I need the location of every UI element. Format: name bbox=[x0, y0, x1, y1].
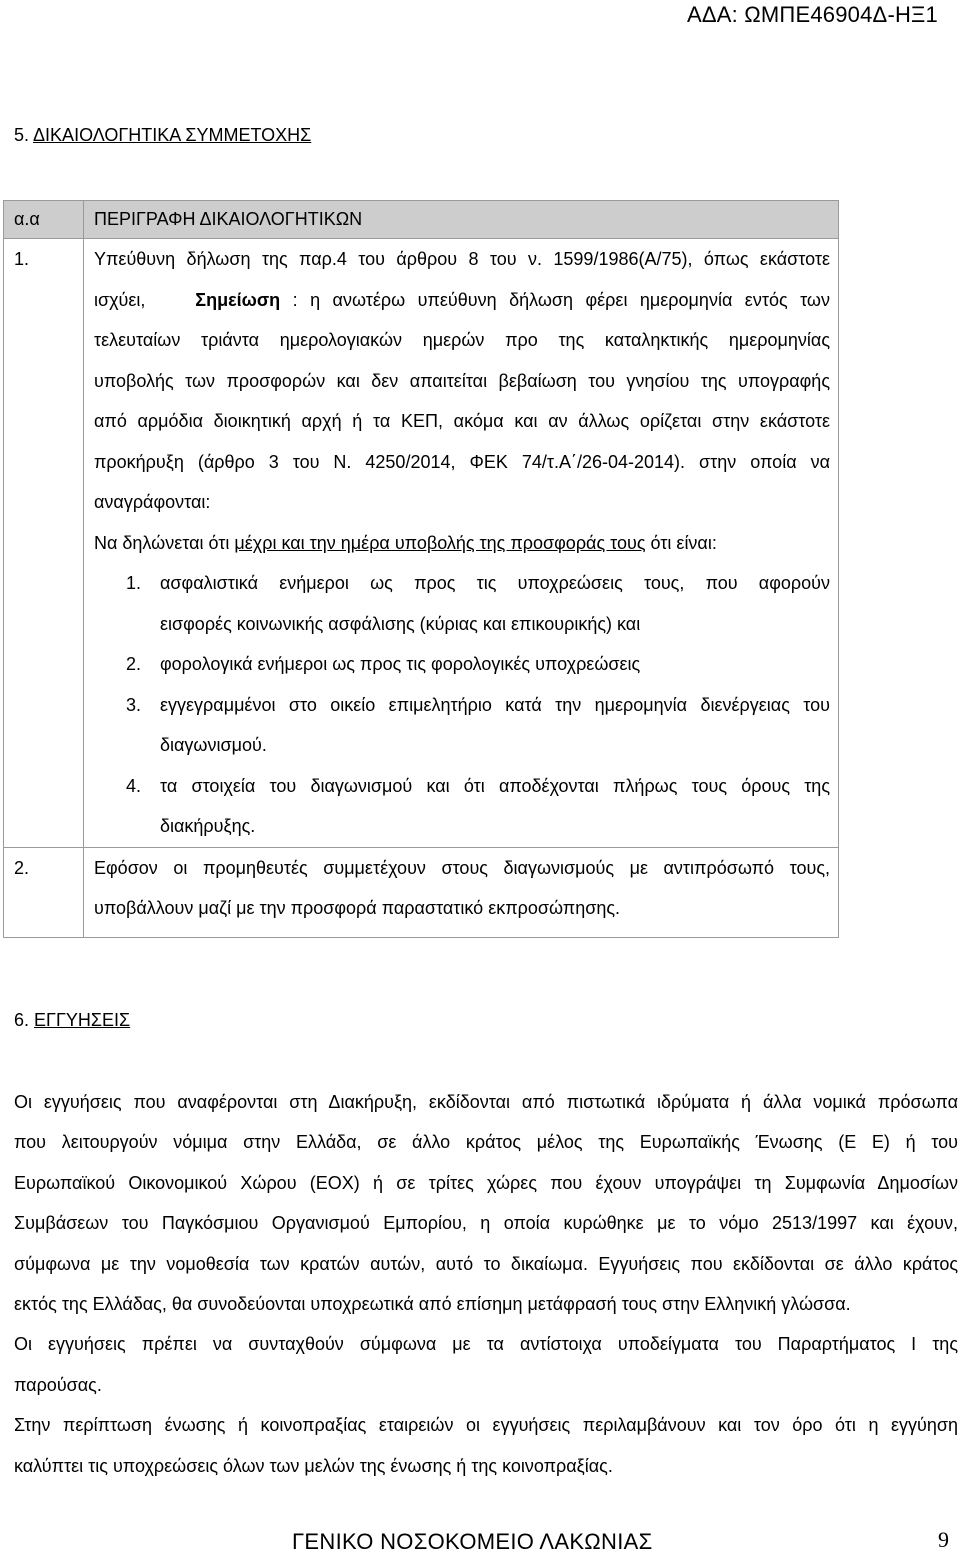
text-line: υποβολής των προσφορών και δεν απαιτείται βεβαίωση του γνησίου της υπογραφής bbox=[94, 370, 830, 391]
list-item: 4. τα στοιχεία του διαγωνισμού και ότι αποδέχονται πλήρως τους όρους της διακήρυξης. bbox=[126, 775, 830, 836]
note-text: : η ανωτέρω υπεύθυνη δήλωση φέρει ημερομηνία εντός των bbox=[292, 289, 830, 310]
section-5-title: ΔΙΚΑΙΟΛΟΓΗΤΙΚΑ ΣΥΜΜΕΤΟΧΗΣ bbox=[33, 125, 312, 145]
row-description bbox=[84, 847, 839, 937]
section-6-number: 6. bbox=[14, 1010, 30, 1030]
section-5-heading bbox=[14, 125, 311, 146]
note-label: Σημείωση bbox=[195, 289, 281, 310]
footer-organization: ΓΕΝΙΚΟ ΝΟΣΟΚΟΜΕΙΟ ΛΑΚΩΝΙΑΣ bbox=[292, 1529, 653, 1554]
documents-table bbox=[3, 200, 839, 938]
row-description bbox=[84, 239, 839, 848]
row-number: 1. bbox=[4, 239, 84, 848]
text-line: προκήρυξη (άρθρο 3 του Ν. 4250/2014, ΦΕΚ 74/τ.Α΄/26-04-2014). στην οποία να bbox=[94, 451, 830, 472]
text-line: αναγράφονται: bbox=[94, 492, 211, 512]
list-item: 3. εγγεγραμμένοι στο οικείο επιμελητήριο κατά την ημερομηνία διενέργειας του διαγωνισμού. bbox=[126, 694, 830, 755]
text-line: Υπεύθυνη δήλωση της παρ.4 του άρθρου 8 του ν. 1599/1986(Α/75), όπως εκάστοτε bbox=[94, 249, 830, 269]
section-5-number: 5. bbox=[14, 125, 30, 145]
note-line: ισχύει, Σημείωση : η ανωτέρω υπεύθυνη δήλωση φέρει ημερομηνία εντός των bbox=[94, 289, 830, 310]
guarantees-paragraph: Οι εγγυήσεις που αναφέρονται στη Διακήρυξη, εκδίδονται από πιστωτικά ιδρύματα ή άλλα νομικά πρόσωπα που λειτουργούν νόμιμα στην Ελλάδα, σε άλλο κράτος μέλος της Ευρωπαϊκής Ένωσης (Ε Ε) ή του Ευρωπαϊκού Οικονομικού Χώρου (ΕΟΧ) ή σε τρίτες χώρες που έχουν υπογράψει τη Συμφωνία Δημοσίων Συμβάσεων του Παγκόσμιου Οργανισμού Εμπορίου, η οποία κυρώθηκε με το νόμο 2513/1997 και έχουν, σύμφωνα με την νομοθεσία των κρατών αυτών, αυτό το δικαίωμα. Εγγυήσεις που εκδίδονται σε άλλο κράτος εκτός της Ελλάδας, θα συνοδεύονται υποχρεωτικά από επίσημη μετάφρασή τους στην Ελληνική γλώσσα. Οι εγγυήσεις πρέπει να συνταχθούν σύμφωνα με τα αντίστοιχα υποδείγματα του Παραρτήματος Ι της παρούσας. Στην περίπτωση ένωσης ή κοινοπραξίας εταιρειών οι εγγυήσεις περιλαμβάνουν και τον όρο ότι η εγγύηση καλύπτει τις υποχρεώσεις όλων των μελών της ένωσης ή της κοινοπραξίας. bbox=[14, 1092, 958, 1476]
table-header-row bbox=[4, 201, 839, 239]
list-item: 2. φορολογικά ενήμεροι ως προς τις φορολογικές υποχρεώσεις bbox=[126, 654, 641, 674]
header-col-description: ΠΕΡΙΓΡΑΦΗ ΔΙΚΑΙΟΛΟΓΗΤΙΚΩΝ bbox=[84, 201, 839, 239]
text-line: Εφόσον οι προμηθευτές συμμετέχουν στους διαγωνισμούς με αντιπρόσωπό τους, bbox=[94, 857, 830, 878]
text-line: υποβάλλουν μαζί με την προσφορά παραστατικό εκπροσώπησης. bbox=[94, 898, 621, 918]
page-number: 9 bbox=[938, 1527, 949, 1552]
document-code: ΑΔΑ: ΩΜΠΕ46904Δ-ΗΞ1 bbox=[686, 2, 938, 27]
section-6-title: ΕΓΓΥΗΣΕΙΣ bbox=[34, 1010, 131, 1030]
header-col-aa: α.α bbox=[4, 201, 84, 239]
declaration-underlined: μέχρι και την ημέρα υποβολής της προσφοράς τους bbox=[234, 532, 646, 553]
row-number: 2. bbox=[4, 847, 84, 937]
table-row bbox=[4, 239, 839, 848]
table-row bbox=[4, 847, 839, 937]
list-item: 1. ασφαλιστικά ενήμεροι ως προς τις υποχρεώσεις τους, που αφορούν εισφορές κοινωνικής ασφάλισης (κύριας και επικουρικής) και bbox=[126, 573, 830, 634]
text-line: από αρμόδια διοικητική αρχή ή τα ΚΕΠ, ακόμα και αν άλλως ορίζεται στην εκάστοτε bbox=[94, 411, 830, 431]
declaration-intro: Να δηλώνεται ότι μέχρι και την ημέρα υποβολής της προσφοράς τους ότι είναι: bbox=[94, 532, 717, 553]
section-6-heading bbox=[14, 1010, 130, 1031]
text-line: τελευταίων τριάντα ημερολογιακών ημερών προ της καταληκτικής ημερομηνίας bbox=[94, 330, 830, 350]
